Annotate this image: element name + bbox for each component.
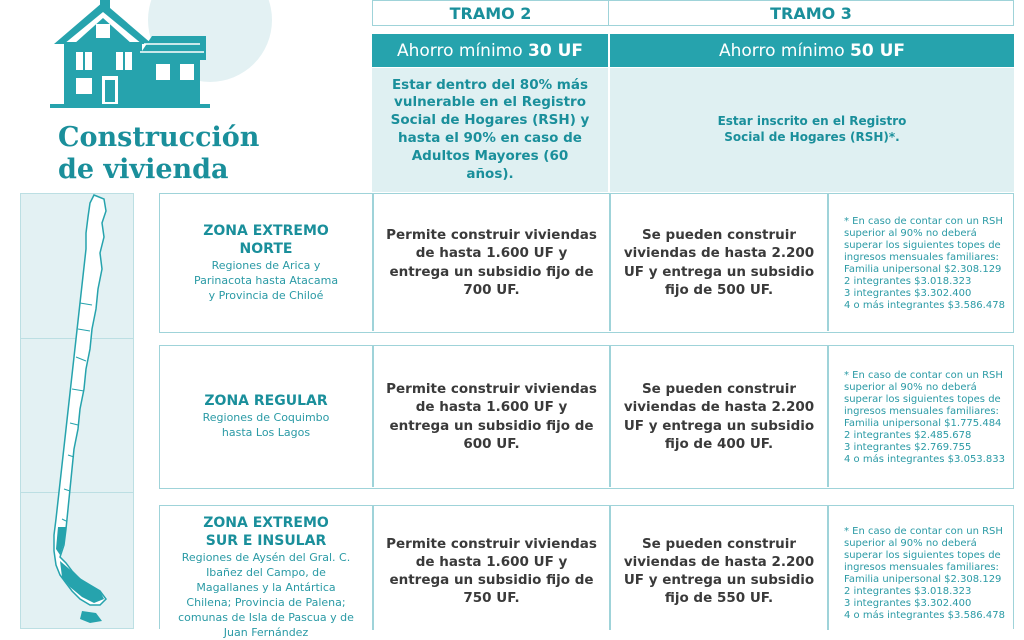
zona-name: ZONA EXTREMO SUR E INSULAR — [203, 515, 329, 550]
tramo-2-cell — [374, 194, 609, 331]
note-line: ingresos mensuales familiares: — [844, 252, 999, 263]
note-line: superar los siguientes topes de — [844, 394, 1001, 405]
note-line: * En caso de contar con un RSH — [844, 370, 1003, 381]
tramo-3-header — [608, 0, 1014, 26]
note-line: 3 integrantes $3.302.400 — [844, 288, 972, 299]
zona-extremo-norte-row — [159, 193, 1014, 333]
note-line: 2 integrantes $3.018.323 — [844, 586, 972, 597]
tramo-3-requisito — [610, 68, 1014, 192]
note-line: 4 o más integrantes $3.586.478 — [844, 300, 1005, 311]
note-line: ingresos mensuales familiares: — [844, 562, 999, 573]
note-line: superar los siguientes topes de — [844, 550, 1001, 561]
rsh-note — [838, 526, 1014, 622]
note-line: superior al 90% no deberá — [844, 228, 977, 239]
zona-desc: Regiones de Aysén del Gral. C. Ibañez del Campo, de Magallanes y la Antártica Chilena; Provincia de Palena; comunas de Isla de Pascua y de Juan Fernández — [178, 551, 354, 639]
note-line: 2 integrantes $2.485.678 — [844, 430, 972, 441]
note-line: superar los siguientes topes de — [844, 240, 1001, 251]
page-title — [58, 122, 259, 187]
tramo-3-text: Se pueden construir viviendas de hasta 2.200 UF y entrega un subsidio fijo de 500 UF. — [623, 227, 815, 298]
title-line-2: de vivienda — [58, 154, 229, 186]
tramo-3-cell — [611, 506, 827, 636]
note-line: Familia unipersonal $2.308.129 — [844, 574, 1002, 585]
note-line: 2 integrantes $3.018.323 — [844, 276, 972, 287]
tramo-3-ahorro-value: 50 UF — [850, 40, 906, 61]
tramo-3-requisito-text: Estar inscrito en el Registro Social de Hogares (RSH)*. — [717, 114, 907, 144]
tramo-2-text: Permite construir viviendas de hasta 1.600 UF y entrega un subsidio fijo de 700 UF. — [386, 227, 597, 298]
tramo-3-cell — [611, 194, 827, 331]
tramo-2-header — [372, 0, 609, 26]
house-illustration-icon — [40, 0, 280, 115]
tramo-3-text: Se pueden construir viviendas de hasta 2.200 UF y entrega un subsidio fijo de 400 UF. — [623, 381, 815, 452]
zona-extremo-sur-row — [159, 505, 1014, 639]
note-line: 4 o más integrantes $3.586.478 — [844, 610, 1005, 621]
rsh-note — [838, 370, 1014, 466]
note-line: superior al 90% no deberá — [844, 538, 977, 549]
note-line: 3 integrantes $2.769.755 — [844, 442, 972, 453]
note-line: Familia unipersonal $1.775.484 — [844, 418, 1002, 429]
tramo-3-ahorro-prefix: Ahorro mínimo — [718, 40, 851, 61]
divider — [827, 506, 829, 630]
title-line-1: Construcción — [58, 122, 260, 153]
zona-name: ZONA EXTREMO NORTE — [203, 222, 329, 257]
zona-cell — [160, 514, 372, 639]
tramo-2-cell — [374, 346, 609, 487]
tramo-2-requisito-text: Estar dentro del 80% más vulnerable en el Registro Social de Hogares (RSH) y hasta el 90% en caso de Adultos Mayores (60 años). — [390, 76, 590, 182]
zona-cell — [160, 346, 372, 487]
tramo-2-text: Permite construir viviendas de hasta 1.600 UF y entrega un subsidio fijo de 600 UF. — [386, 381, 597, 452]
note-line: ingresos mensuales familiares: — [844, 406, 999, 417]
tramo-3-ahorro — [610, 34, 1014, 67]
tramo-3-text: Se pueden construir viviendas de hasta 2.200 UF y entrega un subsidio fijo de 550 UF. — [623, 535, 815, 607]
note-line: 4 o más integrantes $3.053.833 — [844, 454, 1005, 465]
rsh-note — [838, 216, 1014, 312]
tramo-3-label: TRAMO 3 — [770, 3, 852, 23]
zona-name: ZONA REGULAR — [204, 393, 328, 410]
note-line: * En caso de contar con un RSH — [844, 216, 1003, 227]
divider — [827, 194, 829, 331]
zona-regular-row — [159, 345, 1014, 489]
chile-map-icon — [20, 193, 134, 629]
tramo-2-text: Permite construir viviendas de hasta 1.600 UF y entrega un subsidio fijo de 750 UF. — [386, 535, 597, 607]
tramo-2-requisito — [372, 68, 608, 192]
tramo-2-label: TRAMO 2 — [449, 3, 532, 23]
tramo-2-ahorro-value: 30 UF — [528, 40, 584, 61]
zona-desc: Regiones de Coquimbo hasta Los Lagos — [202, 411, 330, 440]
tramo-2-ahorro-prefix: Ahorro mínimo — [396, 40, 529, 61]
zona-cell — [160, 194, 372, 331]
note-line: 3 integrantes $3.302.400 — [844, 598, 972, 609]
zona-desc: Regiones de Arica y Parinacota hasta Atacama y Provincia de Chiloé — [193, 258, 339, 302]
note-line: Familia unipersonal $2.308.129 — [844, 264, 1002, 275]
tramo-3-cell — [611, 346, 827, 487]
divider — [827, 346, 829, 487]
tramo-2-ahorro — [372, 34, 608, 67]
note-line: * En caso de contar con un RSH — [844, 526, 1003, 537]
tramo-2-cell — [374, 506, 609, 636]
note-line: superior al 90% no deberá — [844, 382, 977, 393]
